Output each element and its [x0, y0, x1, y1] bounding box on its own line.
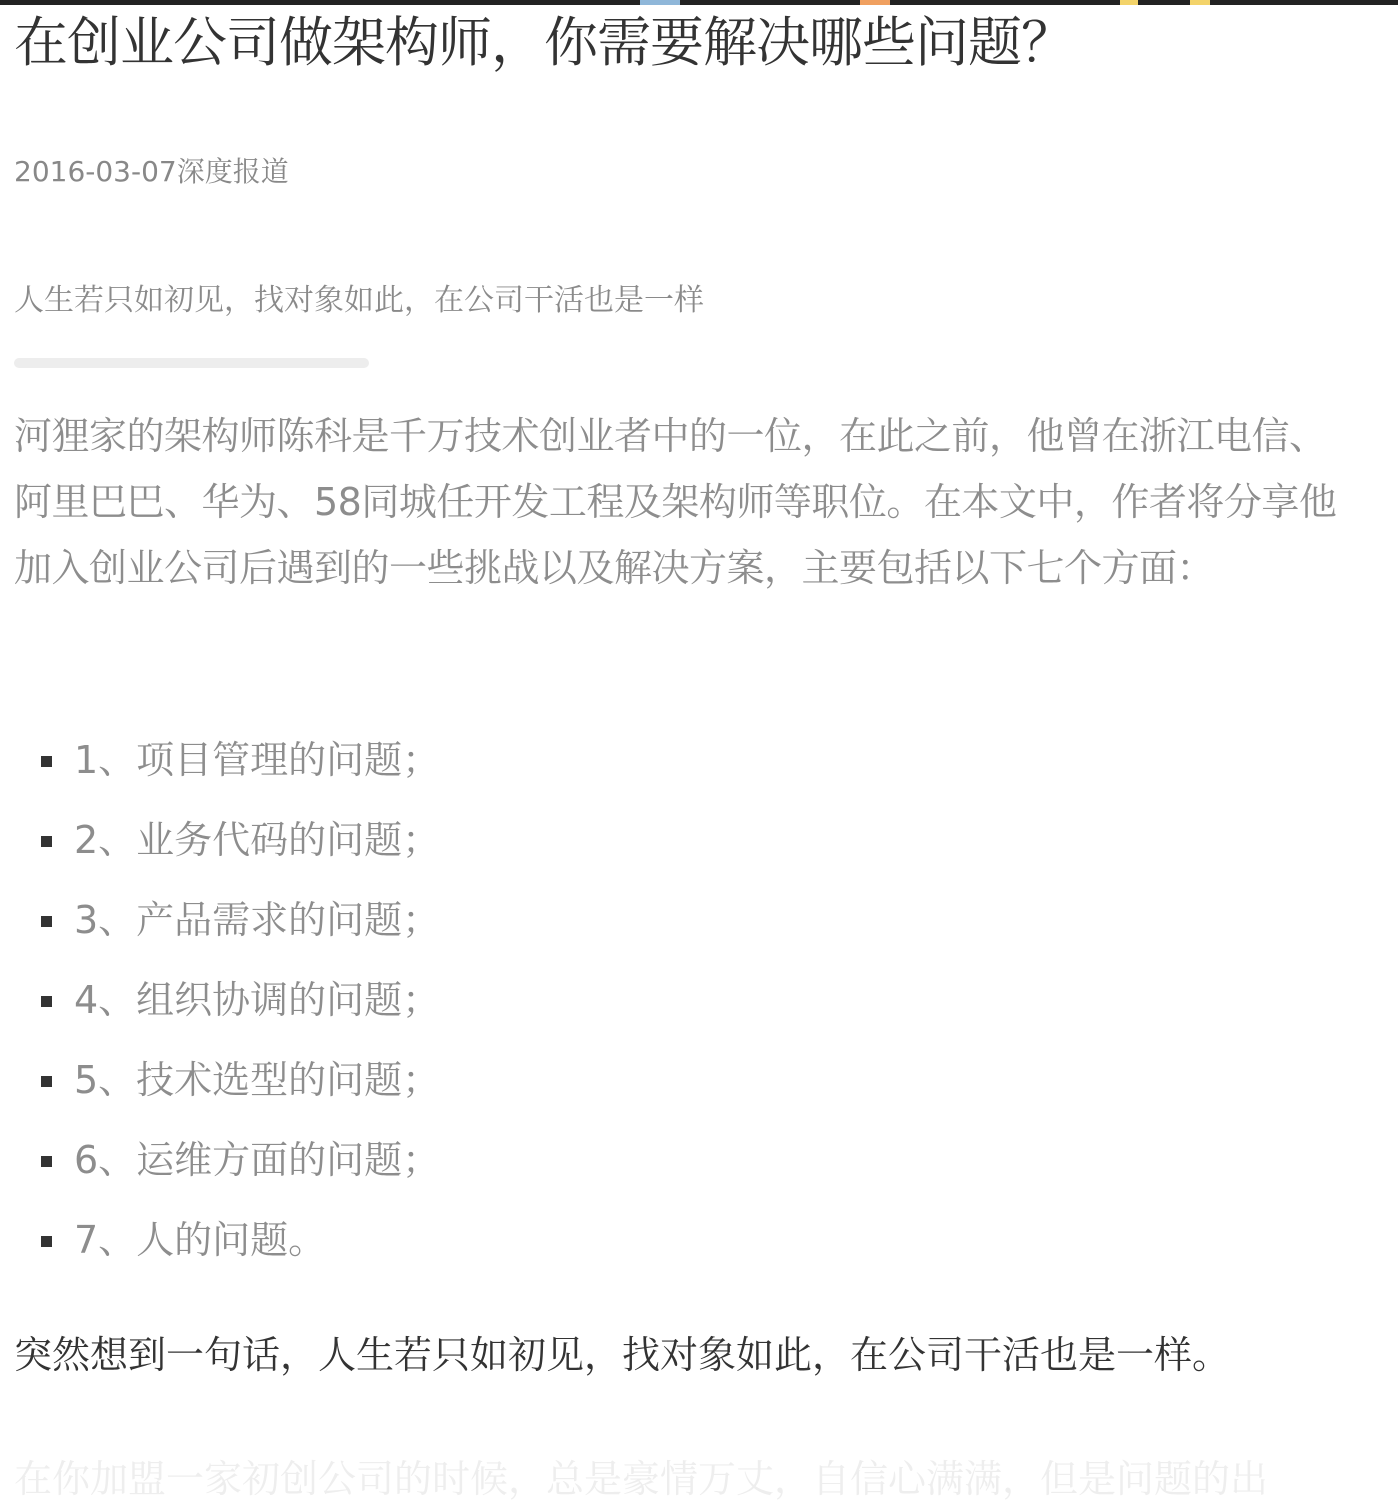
square-bullet-icon [41, 1076, 52, 1087]
list-item [14, 1120, 440, 1200]
square-bullet-icon [41, 996, 52, 1007]
list-item [14, 1040, 440, 1120]
list-item-text: 7、人的问题。 [74, 1218, 327, 1262]
banner-accent [860, 0, 890, 5]
square-bullet-icon [41, 1156, 52, 1167]
faded-paragraph: 在你加盟一家初创公司的时候，总是豪情万丈，自信心满满，但是问题的出 [14, 1457, 1269, 1501]
list-item-text: 3、产品需求的问题； [74, 898, 441, 942]
banner-accent [1120, 0, 1138, 5]
banner-accent [1190, 0, 1210, 5]
list-item-text: 5、技术选型的问题； [74, 1058, 441, 1102]
list-item [14, 720, 440, 800]
article-title: 在创业公司做架构师，你需要解决哪些问题？ [14, 11, 1074, 74]
list-item [14, 800, 440, 880]
list-item [14, 960, 440, 1040]
square-bullet-icon [41, 836, 52, 847]
square-bullet-icon [41, 756, 52, 767]
list-item-text: 4、组织协调的问题； [74, 978, 441, 1022]
list-item-text: 6、运维方面的问题； [74, 1138, 441, 1182]
square-bullet-icon [41, 916, 52, 927]
quote-paragraph: 突然想到一句话，人生若只如初见，找对象如此，在公司干活也是一样。 [14, 1333, 1231, 1377]
article-summary: 人生若只如初见，找对象如此，在公司干活也是一样 [14, 283, 704, 318]
list-item-text: 1、项目管理的问题； [74, 738, 441, 782]
square-bullet-icon [41, 1236, 52, 1247]
intro-paragraph: 河狸家的架构师陈科是千万技术创业者中的一位，在此之前，他曾在浙江电信、阿里巴巴、华为、58同城任开发工程及架构师等职位。在本文中，作者将分享他加入创业公司后遇到的一些挑战以及解决方案，主要包括以下七个方面： [14, 414, 1337, 590]
summary-divider [14, 358, 369, 368]
article-meta: 2016-03-07深度报道 [14, 155, 289, 188]
list-item-text: 2、业务代码的问题； [74, 818, 441, 862]
list-item [14, 1200, 440, 1280]
list-item [14, 880, 440, 960]
top-banner-strip [0, 0, 1398, 5]
banner-accent [640, 0, 680, 5]
topic-list [14, 720, 440, 1280]
